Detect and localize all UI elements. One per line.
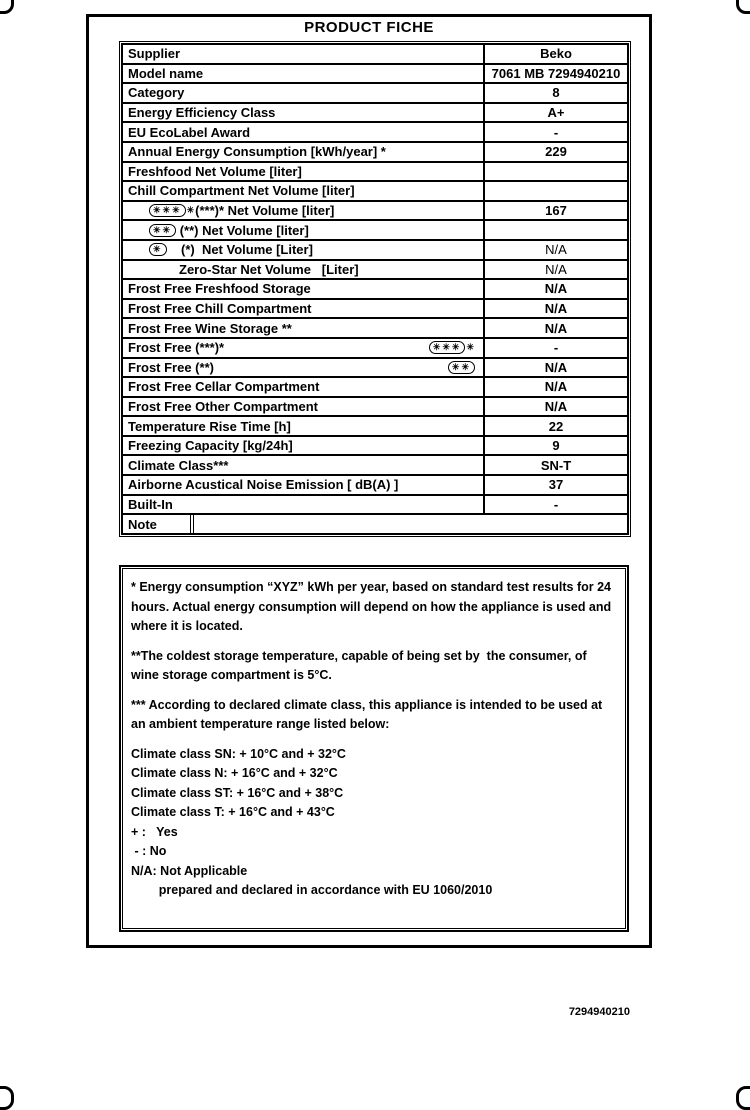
row-label-cell — [123, 496, 483, 514]
row-label-cell — [123, 300, 483, 318]
corner-mark-bottom-left — [0, 1086, 14, 1110]
row-value: 37 — [548, 477, 564, 493]
row-value: N/A — [544, 379, 568, 395]
document-code: 7294940210 — [568, 1006, 630, 1018]
row-label: Model name — [128, 65, 204, 81]
row-label: Frost Free Chill Compartment — [128, 301, 312, 317]
table-row — [123, 280, 627, 298]
row-label: Airborne Acustical Noise Emission [ dB(A) ] — [128, 477, 399, 493]
two-star-freezer-icon: ✳✳ — [149, 224, 176, 237]
row-value-cell — [485, 182, 627, 200]
row-value: 22 — [548, 418, 564, 434]
table-row — [123, 123, 627, 141]
table-row — [123, 496, 627, 514]
row-value-cell — [485, 202, 627, 220]
row-value-cell — [485, 437, 627, 455]
star-icon: ✳ — [186, 205, 195, 216]
row-label-cell — [123, 359, 483, 377]
row-label: Temperature Rise Time [h] — [128, 418, 291, 434]
corner-mark-bottom-right — [736, 1086, 750, 1110]
row-label-cell — [123, 437, 483, 455]
row-value-cell — [485, 163, 627, 181]
table-row — [123, 143, 627, 161]
row-value: A+ — [547, 105, 565, 121]
row-label: Built-In — [128, 496, 173, 512]
row-label-cell — [123, 261, 483, 279]
row-label: Frost Free Other Compartment — [128, 398, 318, 414]
row-label-cell — [123, 45, 483, 63]
table-row — [123, 163, 627, 181]
row-label-cell — [123, 221, 483, 239]
row-value: Beko — [540, 46, 572, 62]
row-value: 7061 MB 7294940210 — [491, 65, 621, 81]
table-row — [123, 417, 627, 435]
table-row — [123, 319, 627, 337]
row-value-cell — [485, 241, 627, 259]
row-value: N/A — [545, 242, 567, 258]
row-label: Energy Efficiency Class — [128, 105, 276, 121]
row-label: Frost Free Freshfood Storage — [128, 281, 311, 297]
row-label-cell — [123, 339, 483, 357]
table-row — [123, 202, 627, 220]
footnote-line: Climate class ST: + 16°C and + 38°C — [131, 785, 344, 800]
row-label: Zero-Star Net Volume [Liter] — [179, 261, 359, 277]
table-row — [123, 261, 627, 279]
page-title: PRODUCT FICHE — [304, 19, 434, 36]
row-label: (*) Net Volume [Liter] — [181, 242, 313, 258]
table-row — [123, 378, 627, 396]
table-row — [123, 359, 627, 377]
row-label: Frost Free Wine Storage ** — [128, 320, 292, 336]
row-value: N/A — [544, 320, 568, 336]
row-label-cell — [123, 65, 483, 83]
row-label: Chill Compartment Net Volume [liter] — [128, 183, 355, 199]
row-value: - — [553, 340, 559, 356]
row-value: 229 — [545, 144, 567, 160]
footnote-line: prepared and declared in accordance with EU 1060/2010 — [131, 883, 493, 897]
row-label: Annual Energy Consumption [kWh/year] * — [128, 144, 386, 160]
table-row — [123, 515, 627, 533]
row-value-cell — [485, 359, 627, 377]
note-row-cell — [123, 515, 627, 533]
footnote-line: *** According to declared climate class, this appliance is intended to be used at an ambient temperature range listed below: — [131, 697, 606, 731]
three-star-freezer-icon: ✳✳✳ — [149, 204, 186, 217]
row-value-cell — [485, 104, 627, 122]
table-row — [123, 84, 627, 102]
row-value-cell — [485, 123, 627, 141]
table-row — [123, 476, 627, 494]
row-label: Freezing Capacity [kg/24h] — [128, 438, 293, 454]
row-label-cell — [123, 476, 483, 494]
row-value-cell — [485, 300, 627, 318]
table-row — [123, 339, 627, 357]
table-row — [123, 104, 627, 122]
three-star-freezer-icon: ✳✳✳ — [429, 341, 466, 354]
row-label: Supplier — [128, 46, 181, 62]
footnotes — [122, 568, 626, 929]
row-label: EU EcoLabel Award — [128, 124, 251, 140]
footnote-line: - : No — [131, 844, 167, 858]
row-value-cell — [485, 261, 627, 279]
row-label-cell — [123, 280, 483, 298]
footnote-line: Climate class N: + 16°C and + 32°C — [131, 766, 338, 780]
row-label-cell — [123, 84, 483, 102]
note-empty-area — [193, 515, 627, 533]
row-value: 8 — [552, 85, 560, 101]
table-row — [123, 398, 627, 416]
row-label: Climate Class*** — [128, 457, 229, 473]
table-row — [123, 65, 627, 83]
row-label-cell — [123, 378, 483, 396]
row-label-cell — [123, 182, 483, 200]
table-row — [123, 456, 627, 474]
row-value-cell — [485, 84, 627, 102]
row-value: - — [553, 496, 559, 512]
row-value-cell — [485, 65, 627, 83]
row-label-cell — [123, 143, 483, 161]
fiche-table-body — [123, 45, 627, 533]
row-label: Frost Free (***)* — [128, 340, 225, 356]
row-value-cell — [485, 417, 627, 435]
footnotes-box — [119, 565, 629, 932]
row-label-cell — [123, 123, 483, 141]
table-row — [123, 437, 627, 455]
footnote-line: + : Yes — [131, 824, 178, 839]
row-value: N/A — [544, 281, 568, 297]
row-value: SN-T — [540, 457, 572, 473]
row-label-cell — [123, 104, 483, 122]
row-value: N/A — [544, 398, 568, 414]
footnote-line: Climate class T: + 16°C and + 43°C — [131, 805, 335, 819]
row-value-cell — [485, 143, 627, 161]
row-label: Frost Free Cellar Compartment — [128, 379, 320, 395]
row-value-cell — [485, 476, 627, 494]
two-star-freezer-icon: ✳✳ — [448, 361, 475, 374]
row-value-cell — [485, 496, 627, 514]
row-value: N/A — [544, 301, 568, 317]
row-value: 9 — [552, 438, 560, 454]
row-label-cell — [123, 456, 483, 474]
footnote-line: N/A: Not Applicable — [131, 863, 248, 878]
footnote-line: * Energy consumption “XYZ” kWh per year, based on standard test results for 24 hours. Actual energy consumption will depend on how the appliance is used and where it is located. — [131, 580, 615, 633]
row-value-cell — [485, 280, 627, 298]
row-value-cell — [485, 339, 627, 357]
row-value-cell — [485, 378, 627, 396]
corner-mark-top-left — [0, 0, 14, 14]
row-label: Category — [128, 85, 185, 101]
footnote-line: Climate class SN: + 10°C and + 32°C — [131, 746, 346, 761]
row-value: N/A — [545, 261, 567, 277]
row-label: (**) Net Volume [liter] — [179, 222, 309, 238]
star-icon: ✳ — [466, 342, 474, 353]
row-label-cell — [123, 202, 483, 220]
row-value-cell — [485, 221, 627, 239]
row-value: 167 — [545, 203, 567, 219]
row-value-cell — [485, 45, 627, 63]
one-star-freezer-icon: ✳ — [149, 243, 167, 256]
row-label-cell — [123, 319, 483, 337]
corner-mark-top-right — [736, 0, 750, 14]
row-label-cell — [123, 417, 483, 435]
row-label-cell — [123, 241, 483, 259]
row-label: Freshfood Net Volume [liter] — [128, 163, 302, 179]
row-value-cell — [485, 319, 627, 337]
row-label-cell — [123, 398, 483, 416]
product-fiche-table — [119, 41, 631, 537]
row-value: - — [553, 124, 559, 140]
row-label: (***)* Net Volume [liter] — [195, 203, 335, 219]
row-value-cell — [485, 456, 627, 474]
row-value: N/A — [544, 359, 568, 375]
table-row — [123, 182, 627, 200]
table-row — [123, 45, 627, 63]
note-label: Note — [123, 515, 191, 533]
table-row — [123, 221, 627, 239]
row-label-cell — [123, 163, 483, 181]
footnote-line: **The coldest storage temperature, capable of being set by the consumer, of wine storage compartment is 5°C. — [131, 648, 591, 682]
row-value-cell — [485, 398, 627, 416]
table-row — [123, 241, 627, 259]
table-row — [123, 300, 627, 318]
row-label: Frost Free (**) — [128, 359, 214, 375]
